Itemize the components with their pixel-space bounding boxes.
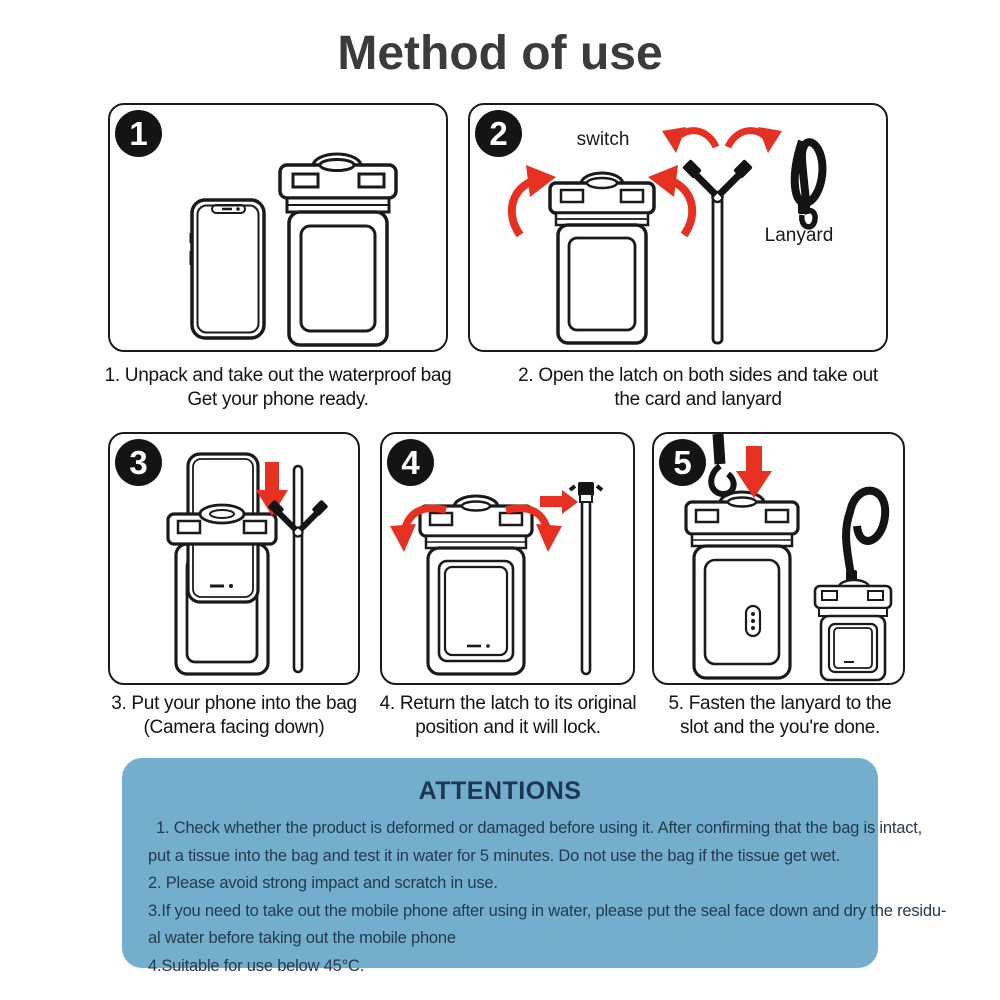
- attentions-title: ATTENTIONS: [418, 777, 582, 805]
- step-1-number-badge: 1: [115, 110, 162, 157]
- step-2-caption: 2. Open the latch on both sides and take out the card and lanyard: [518, 365, 878, 410]
- lanyard-icon: [795, 141, 823, 227]
- lanyard-label: Lanyard: [764, 225, 834, 246]
- step-5-panel: [652, 432, 905, 685]
- step-2-panel: [468, 103, 888, 352]
- attention-line: 3.If you need to take out the mobile phone after using in water, please put the seal face down and dry the residu-: [148, 901, 947, 920]
- phone-and-bag-illustration: [110, 105, 450, 354]
- page-title: Method of use: [337, 27, 663, 80]
- waterproof-bag-icon: [280, 154, 396, 345]
- step-5-number-badge: 5: [659, 439, 706, 486]
- phone-icon: [191, 200, 264, 338]
- flip-arrow-right-icon: [728, 127, 782, 153]
- step-2-number-badge: 2: [475, 110, 522, 157]
- step-1-caption: 1. Unpack and take out the waterproof bag Get your phone ready.: [104, 365, 452, 410]
- waterproof-bag-icon: [420, 496, 532, 674]
- waterproof-bag-icon: [686, 492, 798, 678]
- step-3-caption: 3. Put your phone into the bag (Camera facing down): [111, 693, 357, 738]
- waterproof-bag-icon: [550, 173, 654, 343]
- attention-line: 2. Please avoid strong impact and scratch in use.: [148, 874, 498, 892]
- small-bag-with-lanyard-icon: [815, 491, 891, 680]
- step-4-number-badge: 4: [387, 439, 434, 486]
- bag-cap-icon: [168, 505, 276, 544]
- latch-stick-icon: [570, 482, 602, 674]
- step-5-caption: 5. Fasten the lanyard to the slot and the you're done.: [668, 693, 892, 738]
- attentions-body: [148, 815, 947, 980]
- switch-label: switch: [576, 129, 630, 150]
- lanyard-hook-icon: [711, 434, 733, 494]
- flip-arrow-left-icon: [662, 127, 716, 153]
- step-4-panel: [380, 432, 635, 685]
- step-1-panel: [108, 103, 448, 352]
- step-3-panel: [108, 432, 360, 685]
- step-4-caption: 4. Return the latch to its original position and it will lock.: [379, 693, 637, 738]
- down-arrow-icon: [736, 446, 772, 498]
- attention-line: al water before taking out the mobile phone: [148, 929, 456, 947]
- latch-stick-icon: [682, 159, 753, 343]
- right-arrow-icon: [540, 490, 578, 514]
- attentions-panel: [122, 758, 947, 975]
- attention-line: put a tissue into the bag and test it in water for 5 minutes. Do not use the bag if the tissue get wet.: [148, 846, 841, 865]
- attention-line: 1. Check whether the product is deformed or damaged before using it. After confirming that the bag is intact,: [156, 819, 923, 837]
- attention-line: 4.Suitable for use below 45°C.: [148, 956, 365, 975]
- step-3-number-badge: 3: [115, 439, 162, 486]
